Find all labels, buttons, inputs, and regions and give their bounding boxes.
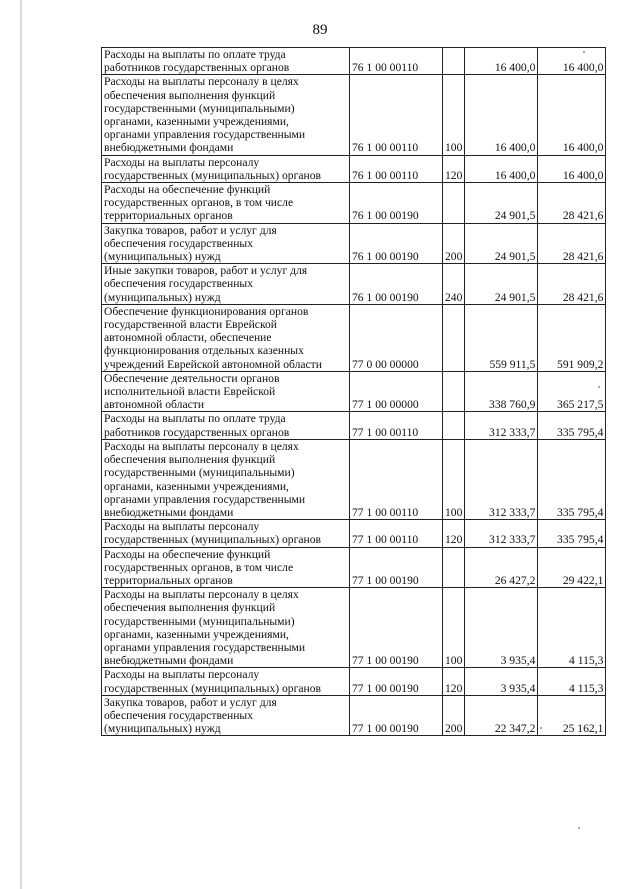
- program-code-cell: 76 1 00 00110: [350, 48, 443, 75]
- expense-name-line: государственных (муниципальных) органов: [104, 681, 321, 695]
- expense-type-cell: 100: [443, 439, 465, 519]
- table-row: [102, 264, 606, 305]
- expense-name-line: обеспечения выполнения функций: [104, 601, 276, 615]
- expense-name-line: Расходы на обеспечение функций: [104, 183, 271, 197]
- expense-name-line: обеспечения государственных: [104, 236, 254, 250]
- expense-name-cell: [102, 183, 350, 224]
- amount-year2-cell: 28 421,6: [538, 183, 606, 224]
- expense-name-cell: [102, 75, 350, 155]
- table-row: [102, 155, 606, 182]
- table-row: [102, 183, 606, 224]
- scan-edge-shadow: [20, 0, 22, 889]
- expense-name-cell: [102, 668, 350, 695]
- expense-name-line: Обеспечение функционирования органов: [104, 304, 309, 318]
- amount-year1-cell: 559 911,5: [465, 304, 538, 371]
- program-code-cell: 77 1 00 00190: [350, 588, 443, 668]
- amount-year1-cell: 24 901,5: [465, 223, 538, 264]
- expense-name-line: обеспечения государственных: [104, 277, 254, 291]
- table-row: [102, 223, 606, 264]
- amount-year2-cell: 16 400,0: [538, 48, 606, 75]
- expense-name-line: Расходы на обеспечение функций: [104, 547, 271, 561]
- budget-table-body: [102, 48, 606, 736]
- page-number: 89: [312, 22, 328, 38]
- expense-name-line: органами управления государственными: [104, 640, 306, 654]
- expense-name-line: органами управления государственными: [104, 492, 306, 506]
- table-row: [102, 371, 606, 412]
- expense-name-line: Расходы на выплаты персоналу: [104, 668, 260, 682]
- amount-year1-cell: 26 427,2: [465, 547, 538, 588]
- amount-year2-cell: 28 421,6: [538, 223, 606, 264]
- amount-year2-cell: 28 421,6: [538, 264, 606, 305]
- table-row: [102, 547, 606, 588]
- expense-name-line: функционирования отдельных казенных: [104, 344, 304, 358]
- expense-name-line: учреждений Еврейской автономной области: [104, 357, 322, 371]
- program-code-cell: 77 1 00 00000: [350, 371, 443, 412]
- expense-name-line: обеспечения выполнения функций: [104, 453, 276, 467]
- expense-name-line: государственными (муниципальными): [104, 614, 295, 628]
- expense-name-cell: [102, 264, 350, 305]
- amount-year2-cell: 335 795,4: [538, 412, 606, 439]
- amount-year2-cell: 591 909,2: [538, 304, 606, 371]
- amount-year1-cell: 22 347,2: [465, 695, 538, 736]
- program-code-cell: 76 1 00 00190: [350, 183, 443, 224]
- expense-name-line: органами, казенными учреждениями,: [104, 627, 289, 641]
- table-row: [102, 304, 606, 371]
- expense-type-cell: [443, 183, 465, 224]
- expense-name-line: внебюджетными фондами: [104, 505, 234, 519]
- amount-year1-cell: 24 901,5: [465, 183, 538, 224]
- expense-name-line: Расходы на выплаты персоналу в целях: [104, 75, 299, 89]
- table-row: [102, 695, 606, 736]
- expense-name-line: внебюджетными фондами: [104, 141, 234, 155]
- budget-table: [101, 47, 606, 736]
- program-code-cell: 77 1 00 00110: [350, 412, 443, 439]
- expense-name-line: государственной власти Еврейской: [104, 318, 277, 332]
- program-code-cell: 77 1 00 00110: [350, 439, 443, 519]
- program-code-cell: 77 1 00 00190: [350, 695, 443, 736]
- program-code-cell: 77 1 00 00110: [350, 520, 443, 547]
- program-code-cell: 76 1 00 00110: [350, 155, 443, 182]
- expense-name-cell: [102, 48, 350, 75]
- expense-name-line: органами, казенными учреждениями,: [104, 479, 289, 493]
- program-code-cell: 76 1 00 00190: [350, 223, 443, 264]
- expense-type-cell: 200: [443, 223, 465, 264]
- expense-type-cell: 120: [443, 520, 465, 547]
- expense-type-cell: 120: [443, 668, 465, 695]
- expense-name-line: государственных (муниципальных) органов: [104, 168, 321, 182]
- amount-year1-cell: 3 935,4: [465, 668, 538, 695]
- expense-name-cell: [102, 439, 350, 519]
- expense-name-line: органами управления государственными: [104, 128, 306, 142]
- expense-type-cell: [443, 48, 465, 75]
- table-row: [102, 588, 606, 668]
- table-row: [102, 75, 606, 155]
- expense-name-line: Расходы на выплаты по оплате труда: [104, 412, 286, 426]
- expense-name-cell: [102, 412, 350, 439]
- expense-type-cell: 120: [443, 155, 465, 182]
- expense-name-line: Расходы на выплаты персоналу в целях: [104, 588, 299, 602]
- program-code-cell: 77 1 00 00190: [350, 668, 443, 695]
- expense-name-line: государственными (муниципальными): [104, 101, 295, 115]
- amount-year2-cell: 16 400,0: [538, 75, 606, 155]
- expense-name-cell: [102, 695, 350, 736]
- expense-type-cell: [443, 547, 465, 588]
- expense-name-line: государственных (муниципальных) органов: [104, 533, 321, 547]
- amount-year2-cell: 4 115,3: [538, 588, 606, 668]
- amount-year1-cell: 312 333,7: [465, 439, 538, 519]
- expense-name-line: (муниципальных) нужд: [104, 250, 221, 264]
- amount-year1-cell: 24 901,5: [465, 264, 538, 305]
- expense-name-line: (муниципальных) нужд: [104, 290, 221, 304]
- amount-year2-cell: 335 795,4: [538, 520, 606, 547]
- amount-year2-cell: 4 115,3: [538, 668, 606, 695]
- expense-type-cell: [443, 304, 465, 371]
- expense-type-cell: 240: [443, 264, 465, 305]
- expense-name-cell: [102, 520, 350, 547]
- expense-name-line: внебюджетными фондами: [104, 654, 234, 668]
- expense-name-line: государственными (муниципальными): [104, 466, 295, 480]
- expense-name-cell: [102, 371, 350, 412]
- table-row: [102, 48, 606, 75]
- table-row: [102, 520, 606, 547]
- program-code-cell: 77 1 00 00190: [350, 547, 443, 588]
- expense-type-cell: 100: [443, 75, 465, 155]
- expense-name-line: Расходы на выплаты персоналу: [104, 520, 260, 534]
- expense-name-cell: [102, 547, 350, 588]
- expense-type-cell: [443, 412, 465, 439]
- expense-name-line: территориальных органов: [104, 209, 233, 223]
- table-row: [102, 439, 606, 519]
- expense-type-cell: 100: [443, 588, 465, 668]
- amount-year1-cell: 338 760,9: [465, 371, 538, 412]
- expense-name-line: территориальных органов: [104, 573, 233, 587]
- expense-name-line: органами, казенными учреждениями,: [104, 115, 289, 129]
- expense-name-line: автономной области, обеспечение: [104, 331, 272, 345]
- amount-year2-cell: 365 217,5: [538, 371, 606, 412]
- amount-year2-cell: 335 795,4: [538, 439, 606, 519]
- amount-year1-cell: 16 400,0: [465, 48, 538, 75]
- amount-year1-cell: 312 333,7: [465, 520, 538, 547]
- amount-year2-cell: 25 162,1: [538, 695, 606, 736]
- expense-name-line: Обеспечение деятельности органов: [104, 371, 280, 385]
- expense-name-cell: [102, 304, 350, 371]
- expense-name-cell: [102, 588, 350, 668]
- expense-name-line: Закупка товаров, работ и услуг для: [104, 695, 277, 709]
- program-code-cell: 77 0 00 00000: [350, 304, 443, 371]
- expense-name-line: Иные закупки товаров, работ и услуг для: [104, 264, 308, 278]
- expense-name-line: обеспечения выполнения функций: [104, 88, 276, 102]
- amount-year1-cell: 16 400,0: [465, 155, 538, 182]
- expense-name-line: исполнительной власти Еврейской: [104, 385, 276, 399]
- program-code-cell: 76 1 00 00190: [350, 264, 443, 305]
- expense-name-line: работников государственных органов: [104, 61, 290, 75]
- expense-name-line: работников государственных органов: [104, 425, 290, 439]
- amount-year2-cell: 16 400,0: [538, 155, 606, 182]
- expense-name-line: Расходы на выплаты персоналу: [104, 155, 260, 169]
- amount-year1-cell: 3 935,4: [465, 588, 538, 668]
- expense-type-cell: 200: [443, 695, 465, 736]
- scan-speck: [578, 827, 580, 829]
- expense-name-line: Закупка товаров, работ и услуг для: [104, 223, 277, 237]
- table-row: [102, 412, 606, 439]
- expense-name-line: автономной области: [104, 398, 205, 412]
- program-code-cell: 76 1 00 00110: [350, 75, 443, 155]
- expense-name-line: Расходы на выплаты по оплате труда: [104, 48, 286, 61]
- expense-name-line: государственных органов, в том числе: [104, 196, 294, 210]
- expense-name-cell: [102, 155, 350, 182]
- expense-name-line: (муниципальных) нужд: [104, 722, 221, 736]
- amount-year2-cell: 29 422,1: [538, 547, 606, 588]
- expense-name-line: государственных органов, в том числе: [104, 560, 294, 574]
- amount-year1-cell: 16 400,0: [465, 75, 538, 155]
- table-row: [102, 668, 606, 695]
- expense-name-line: Расходы на выплаты персоналу в целях: [104, 439, 299, 453]
- expense-name-line: обеспечения государственных: [104, 708, 254, 722]
- expense-name-cell: [102, 223, 350, 264]
- amount-year1-cell: 312 333,7: [465, 412, 538, 439]
- expense-type-cell: [443, 371, 465, 412]
